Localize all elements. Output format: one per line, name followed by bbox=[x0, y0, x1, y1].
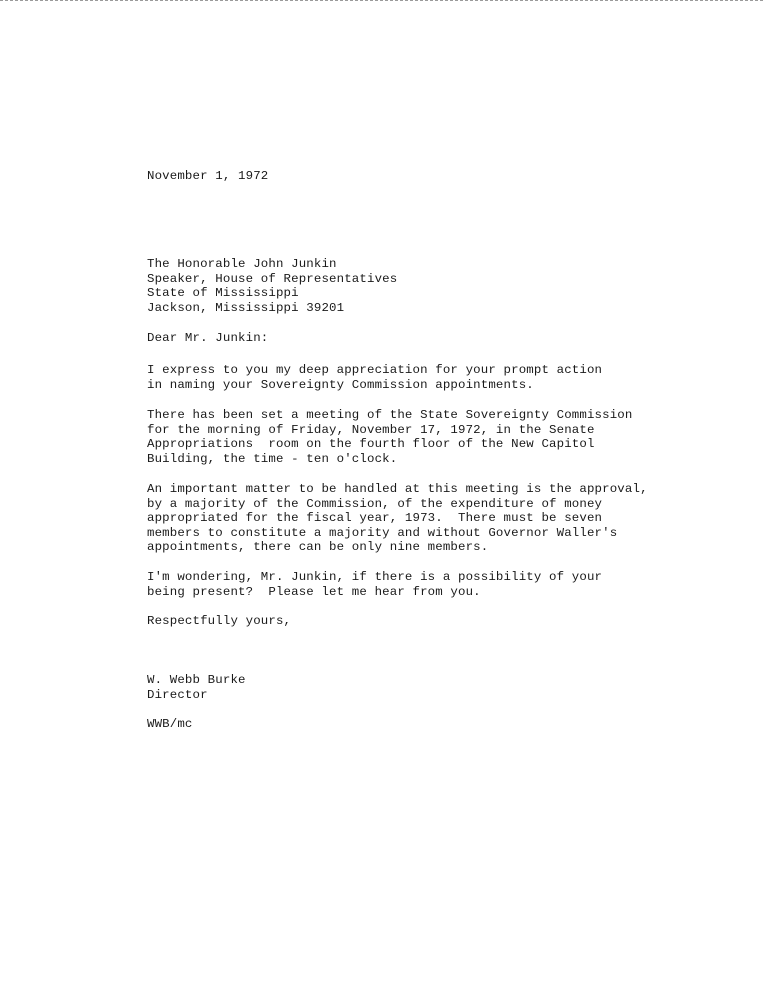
paragraph-line: I'm wondering, Mr. Junkin, if there is a possibility of your bbox=[147, 570, 603, 584]
address-line-3: State of Mississippi bbox=[147, 286, 299, 301]
paragraph-line: by a majority of the Commission, of the expenditure of money bbox=[147, 496, 603, 511]
paragraph-line: There has been set a meeting of the State Sovereignty Commission bbox=[147, 408, 633, 422]
recipient-address bbox=[147, 257, 397, 315]
paragraph-line: Building, the time - ten o'clock. bbox=[147, 451, 398, 466]
paragraph-line: members to constitute a majority and without Governor Waller's bbox=[147, 525, 618, 540]
page-top-edge bbox=[0, 0, 763, 1]
paragraph-1 bbox=[147, 363, 602, 392]
salutation-line: Dear Mr. Junkin: bbox=[147, 331, 269, 345]
signature-block bbox=[147, 673, 246, 702]
date-line: November 1, 1972 bbox=[147, 169, 269, 183]
paragraph-4 bbox=[147, 570, 602, 599]
paragraph-line: being present? Please let me hear from you. bbox=[147, 584, 481, 599]
signer-name: W. Webb Burke bbox=[147, 673, 246, 687]
paragraph-3 bbox=[147, 482, 648, 555]
salutation bbox=[147, 331, 268, 346]
signer-title: Director bbox=[147, 687, 208, 702]
initials-line: WWB/mc bbox=[147, 717, 193, 731]
paragraph-line: Appropriations room on the fourth floor of the New Capitol bbox=[147, 437, 595, 452]
address-line-2: Speaker, House of Representatives bbox=[147, 271, 398, 286]
complimentary-close bbox=[147, 614, 291, 629]
closing-line: Respectfully yours, bbox=[147, 614, 292, 628]
address-line-4: Jackson, Mississippi 39201 bbox=[147, 300, 345, 315]
paragraph-line: for the morning of Friday, November 17, 1972, in the Senate bbox=[147, 422, 595, 437]
paragraph-line: appointments, there can be only nine members. bbox=[147, 540, 489, 555]
paragraph-line: An important matter to be handled at this meeting is the approval, bbox=[147, 482, 648, 496]
reference-initials bbox=[147, 717, 193, 732]
paragraph-2 bbox=[147, 408, 632, 466]
paragraph-line: I express to you my deep appreciation for your prompt action bbox=[147, 363, 603, 377]
paragraph-line: appropriated for the fiscal year, 1973. There must be seven bbox=[147, 511, 603, 526]
letter-date bbox=[147, 169, 268, 184]
address-line-1: The Honorable John Junkin bbox=[147, 257, 337, 271]
paragraph-line: in naming your Sovereignty Commission appointments. bbox=[147, 377, 534, 392]
